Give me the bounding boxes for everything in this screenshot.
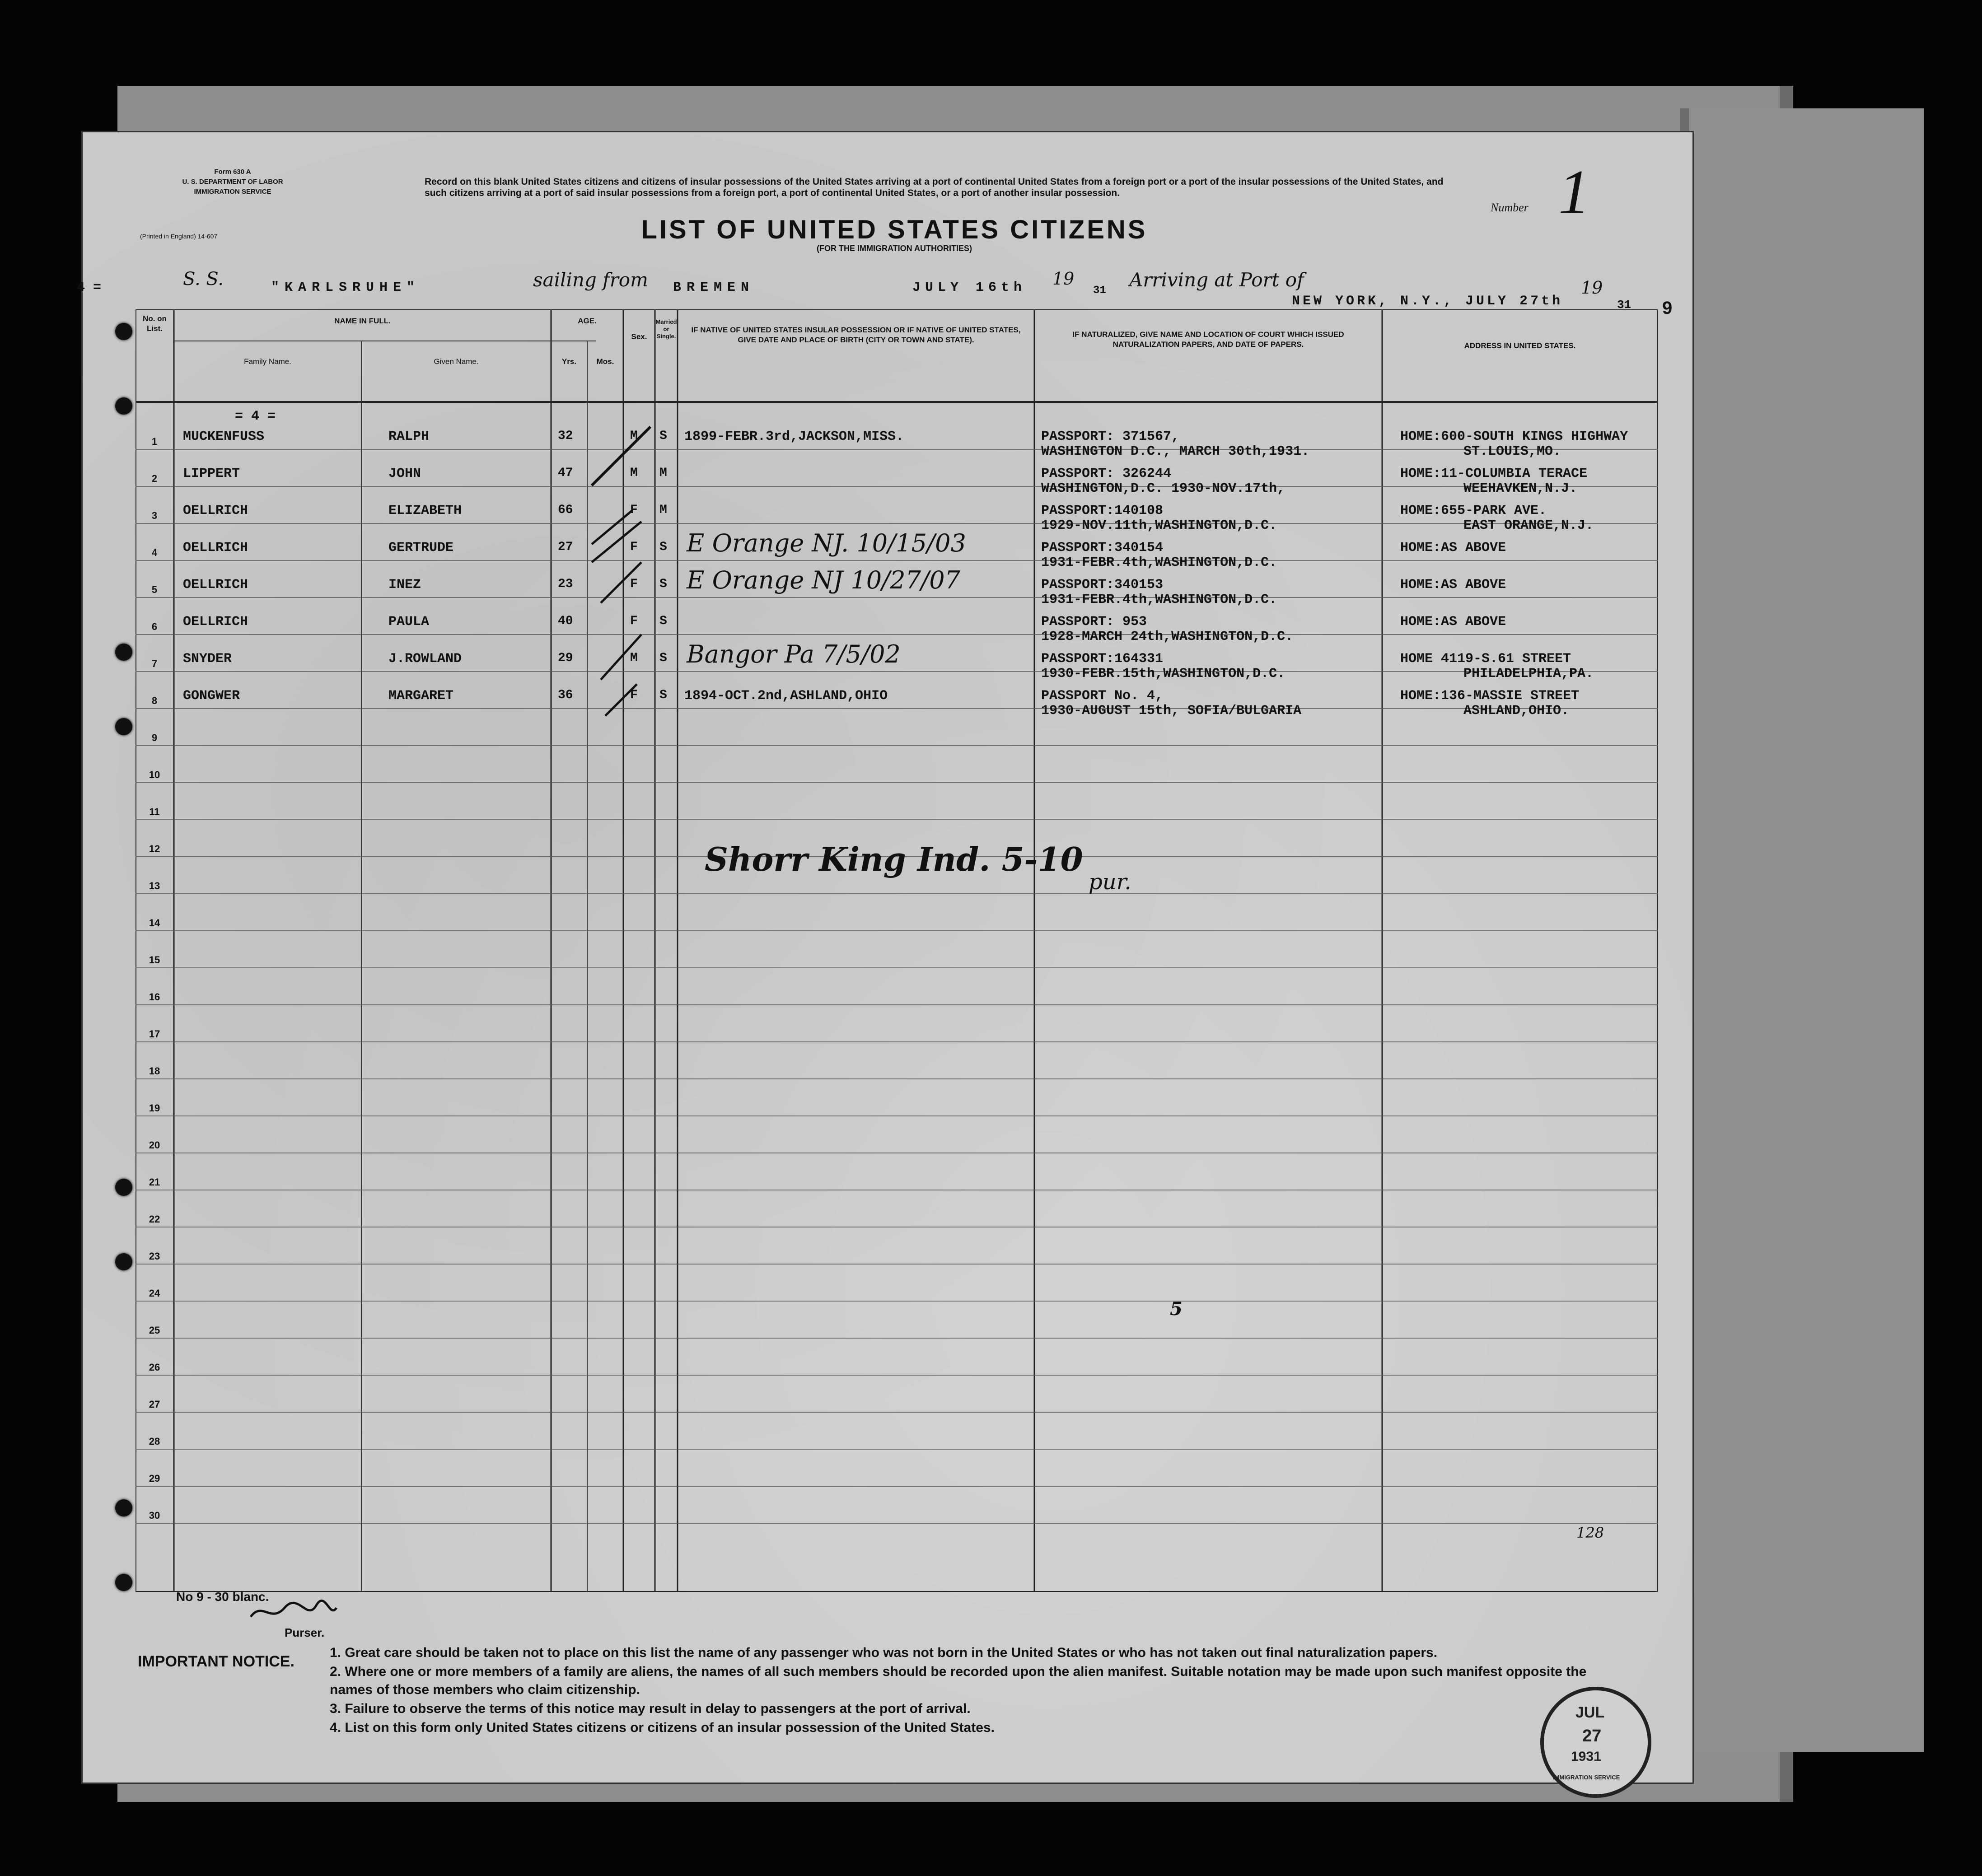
- row-number: 17: [149, 1028, 160, 1040]
- address-line-2: EAST ORANGE,N.J.: [1463, 518, 1594, 533]
- age-years: 36: [558, 688, 573, 702]
- number-value: 1: [1558, 157, 1590, 227]
- row-number: 21: [149, 1176, 160, 1188]
- age-years: 32: [558, 429, 573, 443]
- marital-status: S: [659, 614, 667, 628]
- row-number: 27: [149, 1399, 160, 1410]
- binder-hole: [115, 1499, 132, 1517]
- col-header-given: Given Name.: [434, 357, 479, 366]
- col-header-birth: IF NATIVE OF UNITED STATES INSULAR POSSESSION OR IF NATIVE OF UNITED STATES, GIVE DATE AND PLACE OF BIRTH (CITY OR TOWN AND STATE).: [691, 326, 1021, 344]
- marital-status: S: [659, 688, 667, 702]
- row-number: 23: [149, 1251, 160, 1262]
- naturalization-line-1: PASSPORT:140108: [1041, 503, 1164, 518]
- address-line-1: HOME:11-COLUMBIA TERACE: [1400, 466, 1588, 481]
- service: IMMIGRATION SERVICE: [194, 188, 271, 196]
- sex: M: [630, 429, 638, 443]
- blank-lines-note: No 9 - 30 blanc.: [176, 1590, 269, 1604]
- group-mark: = 4 =: [235, 409, 276, 424]
- arrival-year: 31: [1617, 298, 1631, 312]
- form-number: Form 630 A: [214, 168, 251, 176]
- sex: F: [630, 503, 638, 517]
- col-header-name: NAME IN FULL.: [334, 317, 391, 325]
- row-number: 16: [149, 991, 160, 1003]
- col-header-marital: Married or Single.: [655, 318, 677, 340]
- ship-name: "KARLSRUHE": [271, 280, 421, 295]
- given-name: GERTRUDE: [388, 540, 454, 555]
- arriving-label: Arriving at Port of: [1129, 269, 1304, 291]
- row-number: 9: [151, 732, 158, 743]
- binder-hole: [115, 323, 132, 340]
- printed-note: (Printed in England) 14-607: [140, 233, 218, 240]
- age-years: 23: [558, 577, 573, 591]
- address-line-1: HOME:AS ABOVE: [1400, 577, 1506, 593]
- arrival-port: NEW YORK, N.Y., JULY 27th: [1292, 294, 1563, 309]
- family-name: OELLRICH: [183, 540, 248, 555]
- age-years: 40: [558, 614, 573, 628]
- family-name: GONGWER: [183, 688, 240, 704]
- row-number: 25: [149, 1325, 160, 1336]
- naturalization-line-2: 1931-FEBR.4th,WASHINGTON,D.C.: [1041, 592, 1277, 607]
- address-line-2: PHILADELPHIA,PA.: [1463, 666, 1594, 681]
- row-number: 5: [151, 584, 158, 595]
- given-name: ELIZABETH: [388, 503, 462, 518]
- naturalization-line-2: 1928-MARCH 24th,WASHINGTON,D.C.: [1041, 629, 1294, 644]
- binder-hole: [115, 1253, 132, 1270]
- given-name: RALPH: [388, 429, 430, 444]
- address-line-1: HOME:AS ABOVE: [1400, 614, 1506, 630]
- col-header-naturalized: IF NATURALIZED, GIVE NAME AND LOCATION OF COURT WHICH ISSUED NATURALIZATION PAPERS, AND DATE OF PAPERS.: [1072, 330, 1344, 349]
- notice-title: IMPORTANT NOTICE.: [138, 1653, 294, 1670]
- birth-info: 1894-OCT.2nd,ASHLAND,OHIO: [684, 688, 888, 704]
- naturalization-line-2: WASHINGTON,D.C. 1930-NOV.17th,: [1041, 481, 1285, 496]
- address-line-1: HOME:AS ABOVE: [1400, 540, 1506, 555]
- naturalization-line-2: 1930-FEBR.15th,WASHINGTON,D.C.: [1041, 666, 1285, 681]
- age-years: 47: [558, 466, 573, 480]
- row-number: 26: [149, 1362, 160, 1373]
- ss-label: S. S.: [183, 269, 224, 289]
- col-header-mos: Mos.: [596, 357, 614, 366]
- naturalization-line-2: 1931-FEBR.4th,WASHINGTON,D.C.: [1041, 555, 1277, 570]
- page-subtitle: (FOR THE IMMIGRATION AUTHORITIES): [817, 244, 972, 253]
- row-number: 3: [151, 510, 158, 521]
- binder-hole: [115, 1179, 132, 1196]
- col-header-address: ADDRESS IN UNITED STATES.: [1464, 341, 1576, 350]
- form-header: [131, 167, 334, 197]
- row-number: 15: [149, 954, 160, 966]
- form-intro: Record on this blank United States citizens and citizens of insular possessions of the United States arriving at a port of continental United States from a foreign port or a port of the insular possessions of the United States, and such citizens arriving at a port of said insular possessions from a foreign port, a port of continental United States, or a port of another insular possession.: [425, 177, 1444, 198]
- margin-mark: 128: [1576, 1524, 1604, 1541]
- handwritten-annotation: Shorr King Ind. 5-10: [705, 840, 1083, 878]
- col-header-no: No. on List.: [143, 314, 167, 333]
- birth-info: 1899-FEBR.3rd,JACKSON,MISS.: [684, 429, 904, 444]
- notice-1: 1. Great care should be taken not to place on this list the name of any passenger who was not born in the United States or who has not taken out final naturalization papers.: [330, 1645, 1438, 1660]
- sail-year: 31: [1093, 285, 1106, 297]
- arrival-year-prefix: 19: [1581, 278, 1603, 298]
- row-number: 11: [149, 806, 160, 817]
- given-name: PAULA: [388, 614, 430, 630]
- col-header-age: AGE.: [578, 317, 597, 325]
- col-header-yrs: Yrs.: [561, 357, 577, 366]
- family-name: MUCKENFUSS: [183, 429, 265, 444]
- address-line-2: ST.LOUIS,MO.: [1463, 444, 1561, 459]
- birth-handwritten: E Orange NJ. 10/15/03: [687, 529, 966, 557]
- sail-year-prefix: 19: [1052, 269, 1075, 289]
- age-years: 29: [558, 651, 573, 665]
- naturalization-line-2: 1929-NOV.11th,WASHINGTON,D.C.: [1041, 518, 1277, 533]
- given-name: J.ROWLAND: [388, 651, 462, 667]
- sail-date: JULY 16th: [912, 280, 1027, 295]
- stamp-day: 27: [1582, 1727, 1602, 1745]
- row-number: 24: [149, 1288, 160, 1299]
- naturalization-line-1: PASSPORT: 371567,: [1041, 429, 1180, 444]
- handwritten-annotation-2: pur.: [1089, 869, 1131, 895]
- immigration-stamp: [1540, 1687, 1651, 1798]
- col-header-family: Family Name.: [244, 357, 291, 366]
- row-number: 1: [151, 436, 158, 447]
- department: U. S. DEPARTMENT OF LABOR: [182, 178, 283, 186]
- stray-mark: 5: [1170, 1298, 1183, 1320]
- naturalization-line-1: PASSPORT:340154: [1041, 540, 1164, 555]
- back-sheet-edge: [1680, 108, 1924, 1752]
- naturalization-line-2: 1930-AUGUST 15th, SOFIA/BULGARIA: [1041, 703, 1302, 719]
- row-number: 14: [149, 917, 160, 929]
- page-title: LIST OF UNITED STATES CITIZENS: [641, 215, 1148, 244]
- stamp-year: 1931: [1571, 1749, 1601, 1764]
- naturalization-line-1: PASSPORT:164331: [1041, 651, 1164, 667]
- address-line-1: HOME:136-MASSIE STREET: [1400, 688, 1580, 704]
- marital-status: S: [659, 540, 667, 554]
- given-name: JOHN: [388, 466, 421, 481]
- age-years: 66: [558, 503, 573, 517]
- row-number: 30: [149, 1510, 160, 1521]
- birth-handwritten: E Orange NJ 10/27/07: [687, 566, 960, 594]
- col-header-sex: Sex.: [631, 332, 647, 341]
- marital-status: S: [659, 651, 667, 665]
- family-name: SNYDER: [183, 651, 232, 667]
- sailing-label: sailing from: [533, 269, 648, 291]
- table-lines: [136, 309, 1658, 1592]
- given-name: INEZ: [388, 577, 421, 593]
- binder-hole: [115, 718, 132, 735]
- purser-label: Purser.: [285, 1626, 325, 1639]
- row-number: 12: [149, 843, 160, 854]
- address-line-2: ASHLAND,OHIO.: [1463, 703, 1570, 719]
- row-number: 28: [149, 1436, 160, 1447]
- row-number: 6: [151, 621, 158, 632]
- notice-4: 4. List on this form only United States citizens or citizens of an insular possession of the United States.: [330, 1720, 995, 1735]
- left-mark: 4 =: [77, 280, 102, 295]
- row-number: 18: [149, 1065, 160, 1077]
- address-line-2: WEEHAVKEN,N.J.: [1463, 481, 1578, 496]
- notice-3: 3. Failure to observe the terms of this notice may result in delay to passengers at the port of arrival.: [330, 1701, 971, 1716]
- marital-status: S: [659, 429, 667, 443]
- purser-signature: [248, 1599, 339, 1621]
- binder-hole: [115, 644, 132, 661]
- departure-port: BREMEN: [673, 280, 755, 295]
- sex: F: [630, 614, 638, 628]
- notice-2: 2. Where one or more members of a family are aliens, the names of all such members should be recorded upon the alien manifest. Suitable notation may be made upon such manifest opposite the names of those members who claim citizenship.: [330, 1664, 1587, 1697]
- birth-handwritten: Bangor Pa 7/5/02: [687, 640, 901, 668]
- manifest-table: [136, 309, 1658, 1592]
- marital-status: S: [659, 577, 667, 591]
- sex: F: [630, 540, 638, 554]
- sex: F: [630, 577, 638, 591]
- row-number: 13: [149, 880, 160, 891]
- row-number: 4: [151, 547, 158, 558]
- row-number: 10: [149, 769, 160, 780]
- family-name: OELLRICH: [183, 577, 248, 593]
- naturalization-line-1: PASSPORT: 953: [1041, 614, 1147, 630]
- stamp-text: IMMIGRATION SERVICE: [1553, 1774, 1620, 1781]
- marital-status: M: [659, 503, 667, 517]
- row-number: 7: [151, 658, 158, 669]
- row-number: 19: [149, 1102, 160, 1114]
- row-number: 2: [151, 473, 158, 484]
- family-name: OELLRICH: [183, 614, 248, 630]
- family-name: OELLRICH: [183, 503, 248, 518]
- sex: M: [630, 651, 638, 665]
- row-number: 22: [149, 1213, 160, 1225]
- address-line-1: HOME:600-SOUTH KINGS HIGHWAY: [1400, 429, 1628, 444]
- manifest-page: [77, 131, 1694, 1784]
- given-name: MARGARET: [388, 688, 454, 704]
- naturalization-line-1: PASSPORT: 326244: [1041, 466, 1172, 481]
- binder-hole: [115, 397, 132, 415]
- naturalization-line-1: PASSPORT:340153: [1041, 577, 1164, 593]
- naturalization-line-2: WASHINGTON D.C., MARCH 30th,1931.: [1041, 444, 1310, 459]
- age-years: 27: [558, 540, 573, 554]
- sex: M: [630, 466, 638, 480]
- row-number: 8: [151, 695, 158, 706]
- address-line-1: HOME 4119-S.61 STREET: [1400, 651, 1571, 667]
- address-line-1: HOME:655-PARK AVE.: [1400, 503, 1547, 518]
- binder-hole: [115, 1574, 132, 1591]
- family-name: LIPPERT: [183, 466, 240, 481]
- sheet-number: 9: [1662, 298, 1673, 318]
- naturalization-line-1: PASSPORT No. 4,: [1041, 688, 1164, 704]
- stamp-month: JUL: [1575, 1704, 1605, 1721]
- sex: F: [630, 688, 638, 702]
- row-number: 20: [149, 1139, 160, 1151]
- row-number: 29: [149, 1473, 160, 1484]
- number-label: Number: [1491, 201, 1529, 214]
- marital-status: M: [659, 466, 667, 480]
